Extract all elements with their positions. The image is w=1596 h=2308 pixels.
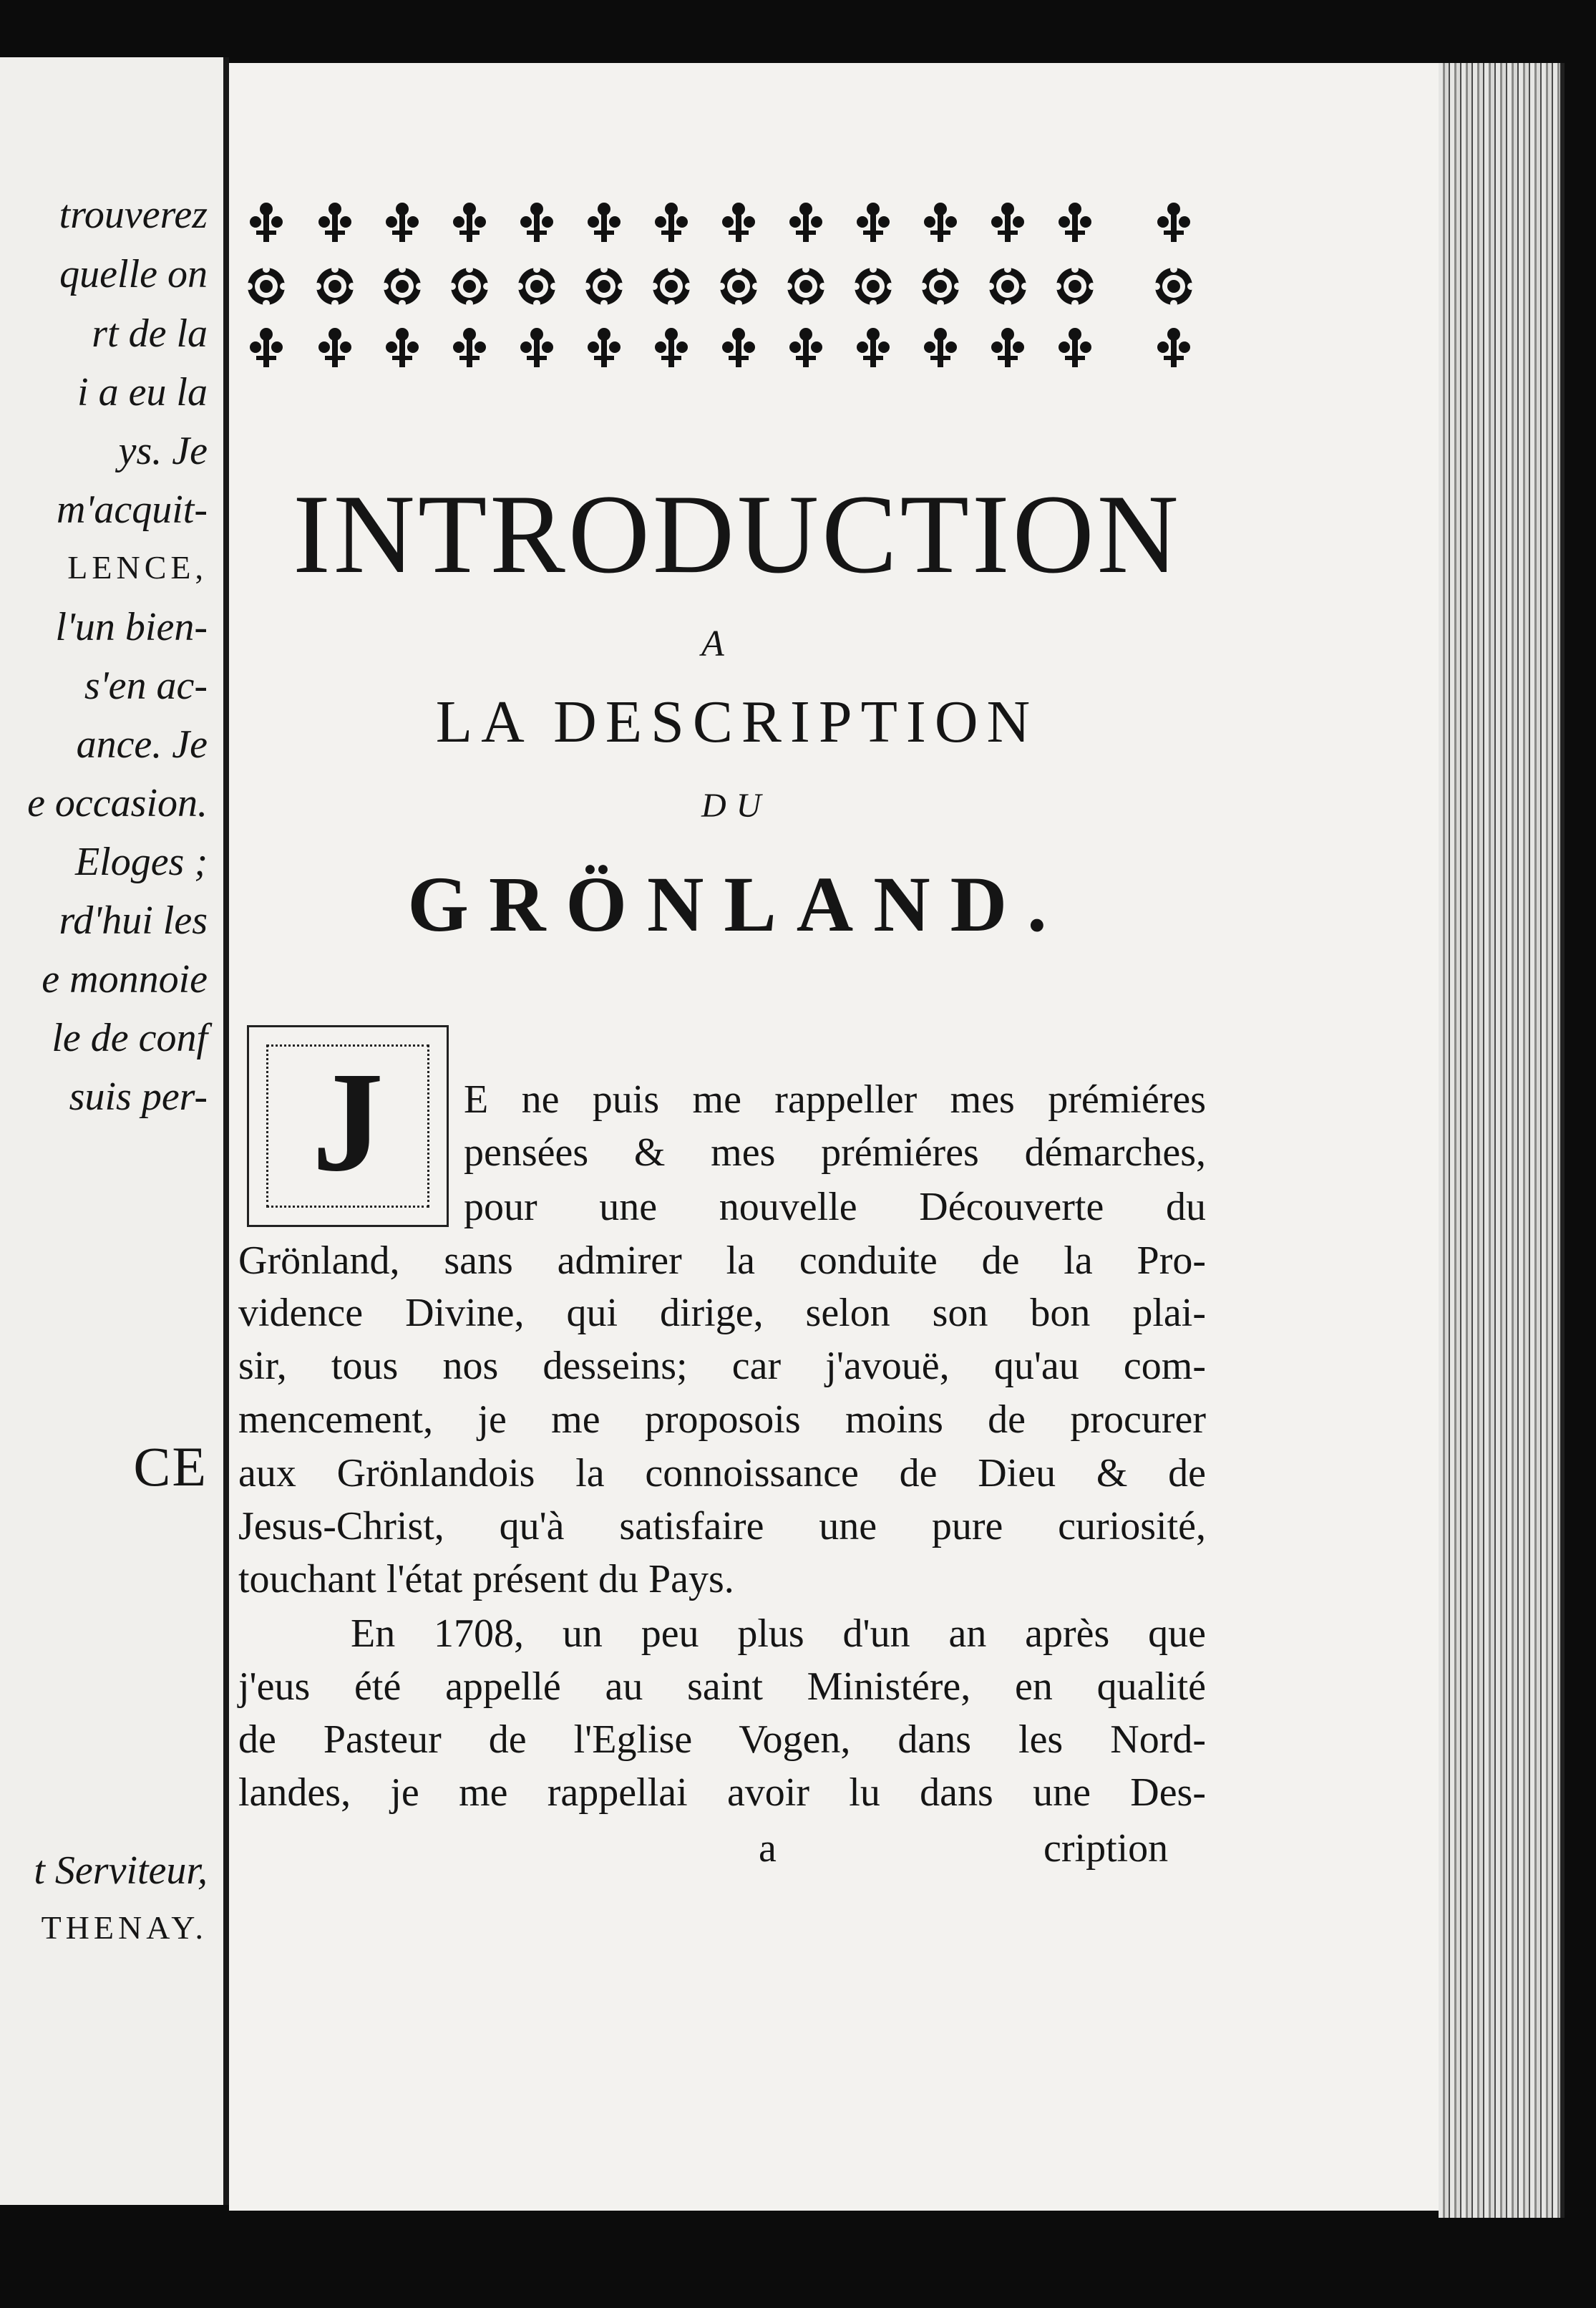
left-text-line: quelle on xyxy=(59,252,208,296)
left-text-line: trouverez xyxy=(59,193,208,237)
left-text-line: le de conf xyxy=(52,1016,208,1060)
drop-cap-letter: J xyxy=(312,1043,384,1201)
subtitle-gronland: GRÖNLAND. xyxy=(407,860,1067,948)
left-text-line: suis per- xyxy=(69,1075,208,1119)
body-text-line: E ne puis me rappeller mes prémiéres xyxy=(464,1077,1206,1122)
book-gutter xyxy=(223,57,229,2205)
signature-mark: a xyxy=(759,1826,777,1871)
body-text-line: pour une nouvelle Découverte du xyxy=(464,1185,1206,1229)
left-text-line: m'acquit- xyxy=(56,488,208,532)
left-text-line: e monnoie xyxy=(42,957,208,1002)
left-text-line: ance. Je xyxy=(76,722,208,767)
body-text-line: En 1708, un peu plus d'un an après que xyxy=(351,1611,1206,1656)
body-text-line: j'eus été appellé au saint Ministére, en qualité xyxy=(238,1664,1206,1709)
page-edges xyxy=(1439,63,1565,2218)
body-text-line: sir, tous nos desseins; car j'avouë, qu'au com- xyxy=(238,1344,1206,1388)
chapter-title: INTRODUCTION xyxy=(293,472,1182,597)
body-text-line: landes, je me rappellai avoir lu dans une Des- xyxy=(238,1770,1206,1815)
catchword: cription xyxy=(1043,1826,1169,1871)
subtitle-du: DU xyxy=(701,787,772,825)
left-text-line: s'en ac- xyxy=(84,664,208,708)
body-text-line: mencement, je me proposois moins de procurer xyxy=(238,1397,1206,1442)
body-text-line: de Pasteur de l'Eglise Vogen, dans les Nord- xyxy=(238,1717,1206,1762)
fleuron-border-ornament xyxy=(243,193,1231,379)
left-text-line: LENCE, xyxy=(67,549,208,586)
left-text-line: rt de la xyxy=(92,311,208,356)
body-text-line: pensées & mes prémiéres démarches, xyxy=(464,1130,1206,1175)
left-text-line: i a eu la xyxy=(77,370,208,414)
drop-cap-frame xyxy=(247,1025,449,1227)
left-text-line: Eloges ; xyxy=(74,840,208,884)
body-text-line: aux Grönlandois la connoissance de Dieu & de xyxy=(238,1451,1206,1495)
subtitle-a: A xyxy=(701,624,724,664)
body-text-line: touchant l'état présent du Pays. xyxy=(238,1557,734,1601)
left-text-line: rd'hui les xyxy=(59,898,208,943)
left-page xyxy=(0,57,223,2205)
body-text-line: Jesus-Christ, qu'à satisfaire une pure curiosité, xyxy=(238,1504,1206,1548)
body-text-line: vidence Divine, qui dirige, selon son bon plai- xyxy=(238,1291,1206,1335)
left-text-line: ys. Je xyxy=(118,429,208,473)
left-signature-name: THENAY. xyxy=(41,1909,208,1946)
subtitle-description: LA DESCRIPTION xyxy=(435,689,1039,755)
left-heading-ce: CE xyxy=(133,1435,208,1498)
left-text-line: e occasion. xyxy=(27,781,208,825)
left-text-line: l'un bien- xyxy=(55,605,208,649)
left-signature-line: t Serviteur, xyxy=(34,1848,208,1893)
body-text-line: Grönland, sans admirer la conduite de la Pro- xyxy=(238,1238,1206,1283)
